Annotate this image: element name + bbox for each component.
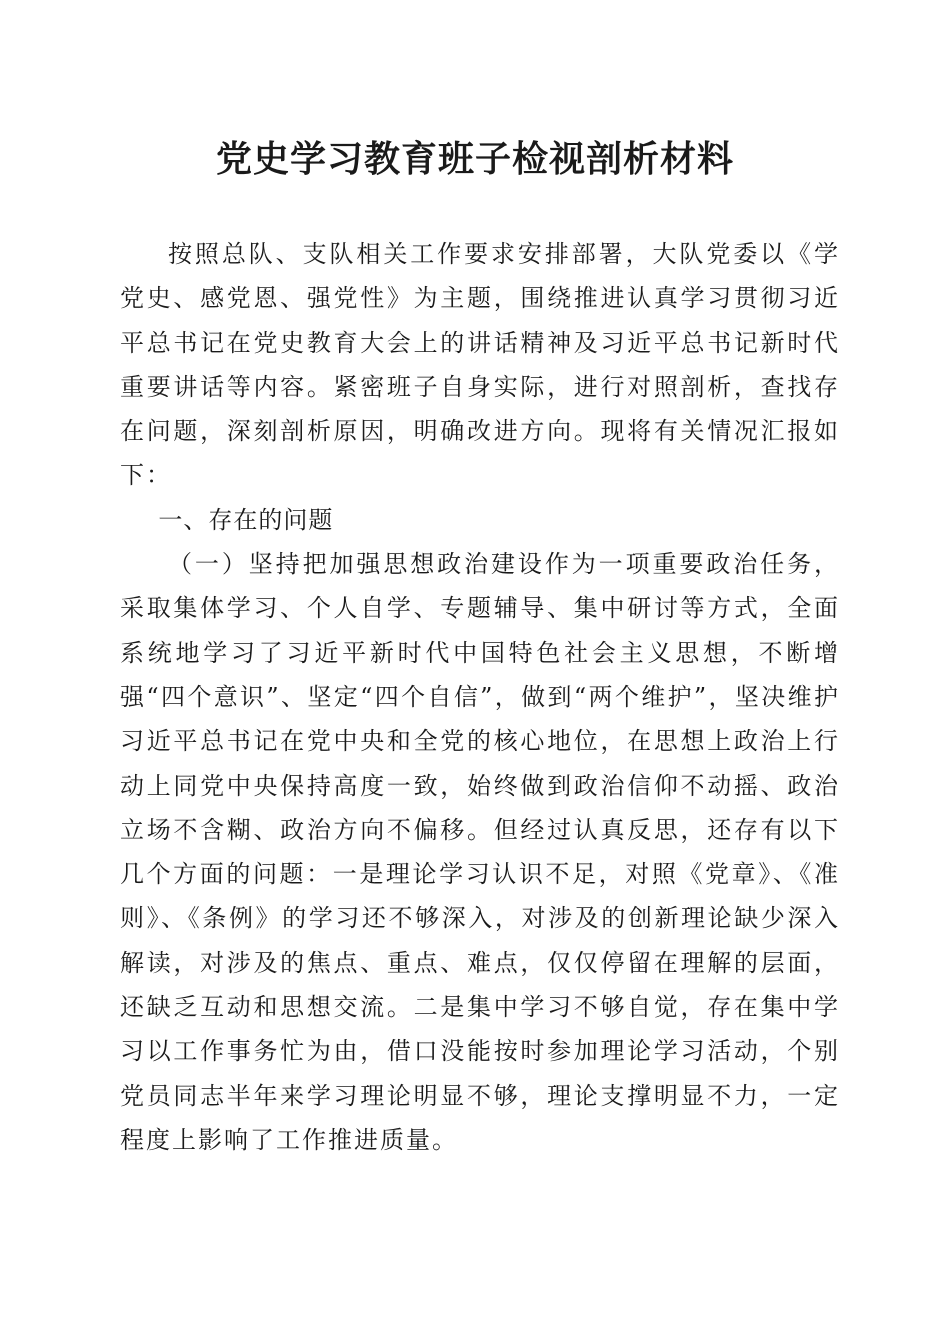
document-title: 党史学习教育班子检视剖析材料: [215, 138, 734, 180]
section-heading-problems: 一、存在的问题: [158, 505, 334, 534]
document-body: [120, 232, 840, 1162]
problems-paragraph-1: （一）坚持把加强思想政治建设作为一项重要政治任务，采取集体学习、个人自学、专题辅导、集中研讨等方式，全面系统地学习了习近平新时代中国特色社会主义思想，不断增强“四个意识”、坚定“四个自信”，做到“两个维护”，坚决维护习近平总书记在党中央和全党的核心地位，在思想上政治上行动上同党中央保持高度一致，始终做到政治信仰不动摇、政治立场不含糊、政治方向不偏移。但经过认真反思，还存有以下几个方面的问题：一是理论学习认识不足，对照《党章》、《准则》、《条例》的学习还不够深入，对涉及的创新理论缺少深入解读，对涉及的焦点、重点、难点，仅仅停留在理解的层面，还缺乏互动和思想交流。二是集中学习不够自觉，存在集中学习以工作事务忙为由，借口没能按时参加理论学习活动，个别党员同志半年来学习理论明显不够，理论支撑明显不力，一定程度上影响了工作推进质量。: [120, 550, 840, 1154]
intro-paragraph: 按照总队、支队相关工作要求安排部署，大队党委以《学党史、感党恩、强党性》为主题，围绕推进认真学习贯彻习近平总书记在党史教育大会上的讲话精神及习近平总书记新时代重要讲话等内容。紧密班子自身实际，进行对照剖析，查找存在问题，深刻剖析原因，明确改进方向。现将有关情况汇报如下：: [120, 240, 840, 490]
